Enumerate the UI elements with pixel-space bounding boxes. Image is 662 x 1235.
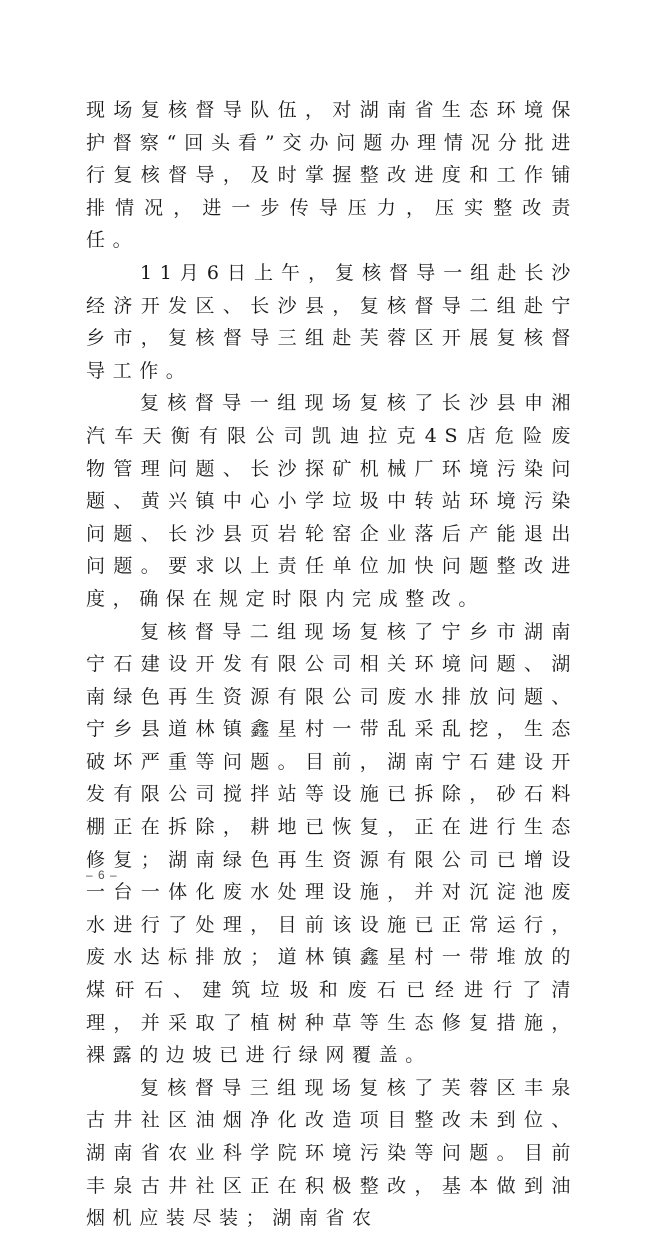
paragraph-4: 复核督导二组现场复核了宁乡市湖南宁石建设开发有限公司相关环境问题、湖南绿色再生资源有限公司废水排放问题、宁乡县道林镇鑫星村一带乱采乱挖，生态破坏严重等问题。目前，湖南宁石建设开发有限公司搅拌站等设施已拆除，砂石料棚正在拆除，耕地已恢复，正在进行生态修复；湖南绿色再生资源有限公司已增设一台一体化废水处理设施，并对沉淀池废水进行了处理，目前该设施已正常运行，废水达标排放；道林镇鑫星村一带堆放的煤矸石、建筑垃圾和废石已经进行了清理，并采取了植树种草等生态修复措施，裸露的边坡已进行绿网覆盖。: [86, 620, 578, 1067]
document-body: [86, 94, 578, 1235]
page-number: – 6 –: [86, 868, 118, 882]
paragraph-3: 复核督导一组现场复核了长沙县申湘汽车天衡有限公司凯迪拉克4S店危险废物管理问题、长沙探矿机械厂环境污染问题、黄兴镇中心小学垃圾中转站环境污染问题、长沙县页岩轮窑企业落后产能退出问题。要求以上责任单位加快问题整改进度，确保在规定时限内完成整改。: [86, 392, 578, 610]
paragraph-2: 11月6日上午，复核督导一组赴长沙经济开发区、长沙县，复核督导二组赴宁乡市，复核督导三组赴芙蓉区开展复核督导工作。: [86, 261, 578, 382]
paragraph-1: 现场复核督导队伍，对湖南省生态环境保护督察“回头看”交办问题办理情况分批进行复核督导，及时掌握整改进度和工作铺排情况，进一步传导压力，压实整改责任。: [86, 99, 578, 252]
paragraph-5: 复核督导三组现场复核了芙蓉区丰泉古井社区油烟净化改造项目整改未到位、湖南省农业科学院环境污染等问题。目前丰泉古井社区正在积极整改，基本做到油烟机应装尽装；湖南省农: [86, 1076, 578, 1230]
